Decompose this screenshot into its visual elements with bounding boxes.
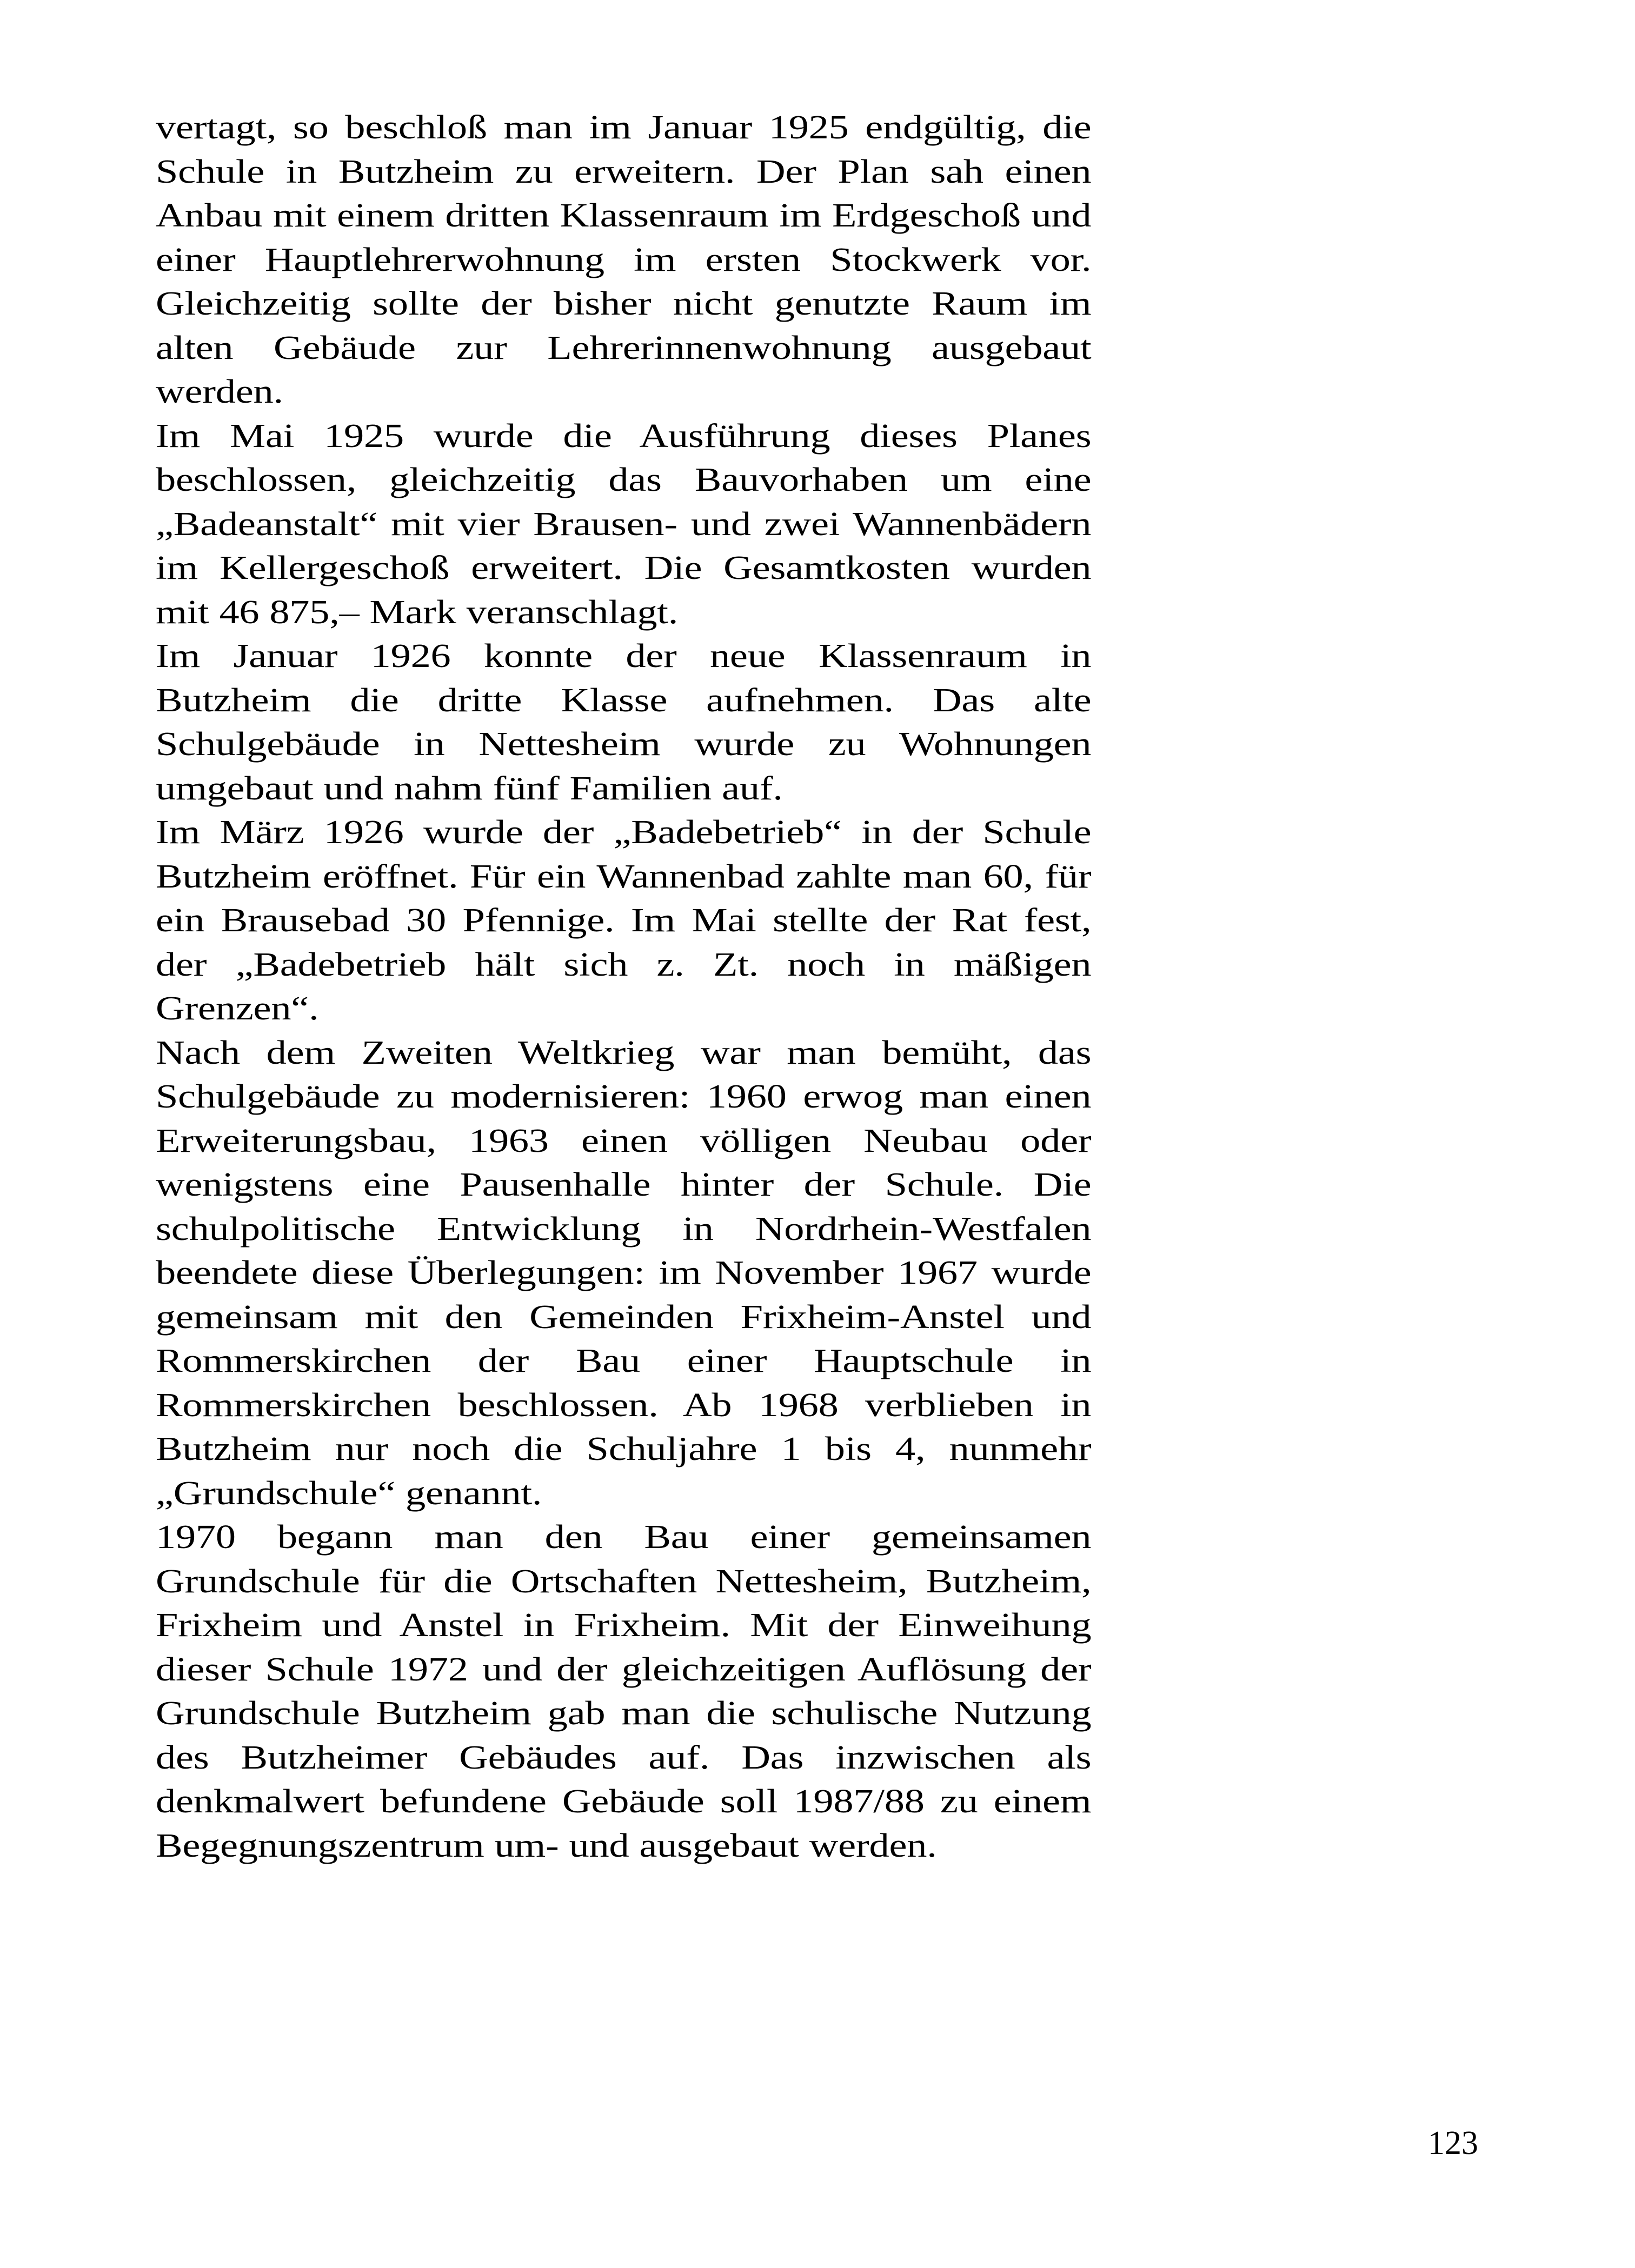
paragraph-3: Im Januar 1926 konnte der neue Klassenraum in Butzheim die dritte Klasse aufnehmen. Das alte Schulgebäude in Nettesheim wurde zu Wohnungen umgebaut und nahm fünf Familien auf. (156, 638, 1092, 807)
paragraph-4: Im März 1926 wurde der „Badebetrieb“ in der Schule Butzheim eröffnet. Für ein Wannenbad zahlte man 60, für ein Brausebad 30 Pfennige. Im Mai stellte der Rat fest, der „Badebetrieb hält sich z. Zt. noch in mäßigen Grenzen“. (156, 814, 1092, 1027)
paragraph-1: vertagt, so beschloß man im Januar 1925 endgültig, die Schule in Butzheim zu erweitern. Der Plan sah einen Anbau mit einem dritten Klassenraum im Erdgeschoß und einer Hauptlehrerwohnung im ersten Stockwerk vor. Gleichzeitig sollte der bisher nicht genutzte Raum im alten Gebäude zur Lehrerinnenwohnung ausgebaut werden. (156, 109, 1092, 410)
paragraph-2: Im Mai 1925 wurde die Ausführung dieses Planes beschlossen, gleichzeitig das Bauvorhaben um eine „Badeanstalt“ mit vier Brausen- und zwei Wannenbädern im Kellergeschoß erweitert. Die Gesamtkosten wurden mit 46 875,– Mark veranschlagt. (156, 417, 1092, 631)
paragraph-6: 1970 begann man den Bau einer gemeinsamen Grundschule für die Ortschaften Nettesheim, Butzheim, Frixheim und Anstel in Frixheim. Mit der Einweihung dieser Schule 1972 und der gleichzeitigen Auflösung der Grundschule Butzheim gab man die schulische Nutzung des Butzheimer Gebäudes auf. Das inzwischen als denkmalwert befundene Gebäude soll 1987/88 zu einem Begegnungszentrum um- und ausgebaut werden. (156, 1519, 1092, 1864)
paragraph-5: Nach dem Zweiten Weltkrieg war man bemüht, das Schulgebäude zu modernisieren: 1960 erwog man einen Erweiterungsbau, 1963 einen völligen Neubau oder wenigstens eine Pausenhalle hinter der Schule. Die schulpolitische Entwicklung in Nordrhein-Westfalen beendete diese Überlegungen: im November 1967 wurde gemeinsam mit den Gemeinden Frixheim-Anstel und Rommerskirchen der Bau einer Hauptschule in Rommerskirchen beschlossen. Ab 1968 verblieben in Butzheim nur noch die Schuljahre 1 bis 4, nunmehr „Grundschule“ genannt. (156, 1034, 1092, 1512)
text-block-scaler (156, 106, 1091, 1868)
body-text-column (156, 106, 1091, 1868)
page-number: 123 (1428, 2125, 1478, 2162)
